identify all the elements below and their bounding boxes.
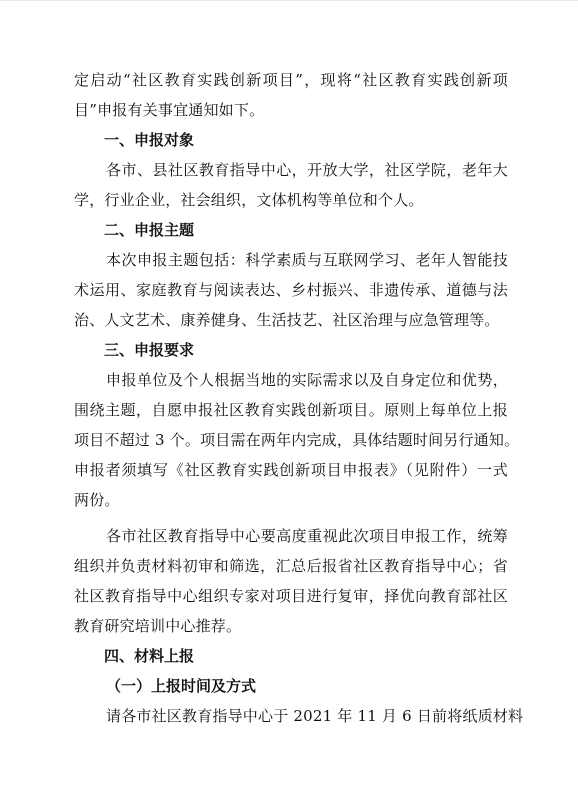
paragraph-line: 围绕主题，自愿申报社区教育实践创新项目。原则上每单位上报 — [74, 401, 508, 419]
section-heading-themes: 二、申报主题 — [104, 221, 195, 239]
paragraph-line: 申报单位及个人根据当地的实际需求以及自身定位和优势， — [106, 371, 508, 389]
paragraph-line: 各市社区教育指导中心要高度重视此次项目申报工作，统筹 — [106, 527, 508, 545]
subsection-heading-time-method: （一）上报时间及方式 — [106, 677, 257, 695]
paragraph-line: 请各市社区教育指导中心于 2021 年 11 月 6 日前将纸质材料 — [106, 707, 524, 725]
intro-line-2: 目”申报有关事宜通知如下。 — [74, 101, 265, 119]
paragraph-line: 术运用、家庭教育与阅读表达、乡村振兴、非遗传承、道德与法 — [74, 281, 508, 299]
intro-line-1: 定启动“社区教育实践创新项目”，现将“社区教育实践创新项 — [74, 71, 508, 89]
section-heading-requirements: 三、申报要求 — [104, 341, 195, 359]
paragraph-line: 学，行业企业，社会组织，文体机构等单位和个人。 — [74, 191, 424, 209]
paragraph-line: 社区教育指导中心组织专家对项目进行复审，择优向教育部社区 — [74, 587, 508, 605]
document-body — [74, 65, 524, 731]
paragraph-line: 治、人文艺术、康养健身、生活技艺、社区治理与应急管理等。 — [74, 311, 500, 329]
paragraph-line: 各市、县社区教育指导中心，开放大学，社区学院，老年大 — [106, 161, 508, 179]
section-heading-applicants: 一、申报对象 — [104, 131, 195, 149]
paragraph-line: 教育研究培训中心推荐。 — [74, 617, 242, 635]
paragraph-line: 两份。 — [74, 491, 120, 509]
paragraph-line: 本次申报主题包括：科学素质与互联网学习、老年人智能技 — [106, 251, 508, 269]
paragraph-line: 项目不超过 3 个。项目需在两年内完成，具体结题时间另行通知。 — [74, 431, 520, 449]
paragraph-line: 组织并负责材料初审和筛选，汇总后报省社区教育指导中心；省 — [74, 557, 508, 575]
section-heading-materials: 四、材料上报 — [104, 647, 195, 665]
paragraph-line: 申报者须填写《社区教育实践创新项目申报表》（见附件）一式 — [74, 461, 508, 479]
